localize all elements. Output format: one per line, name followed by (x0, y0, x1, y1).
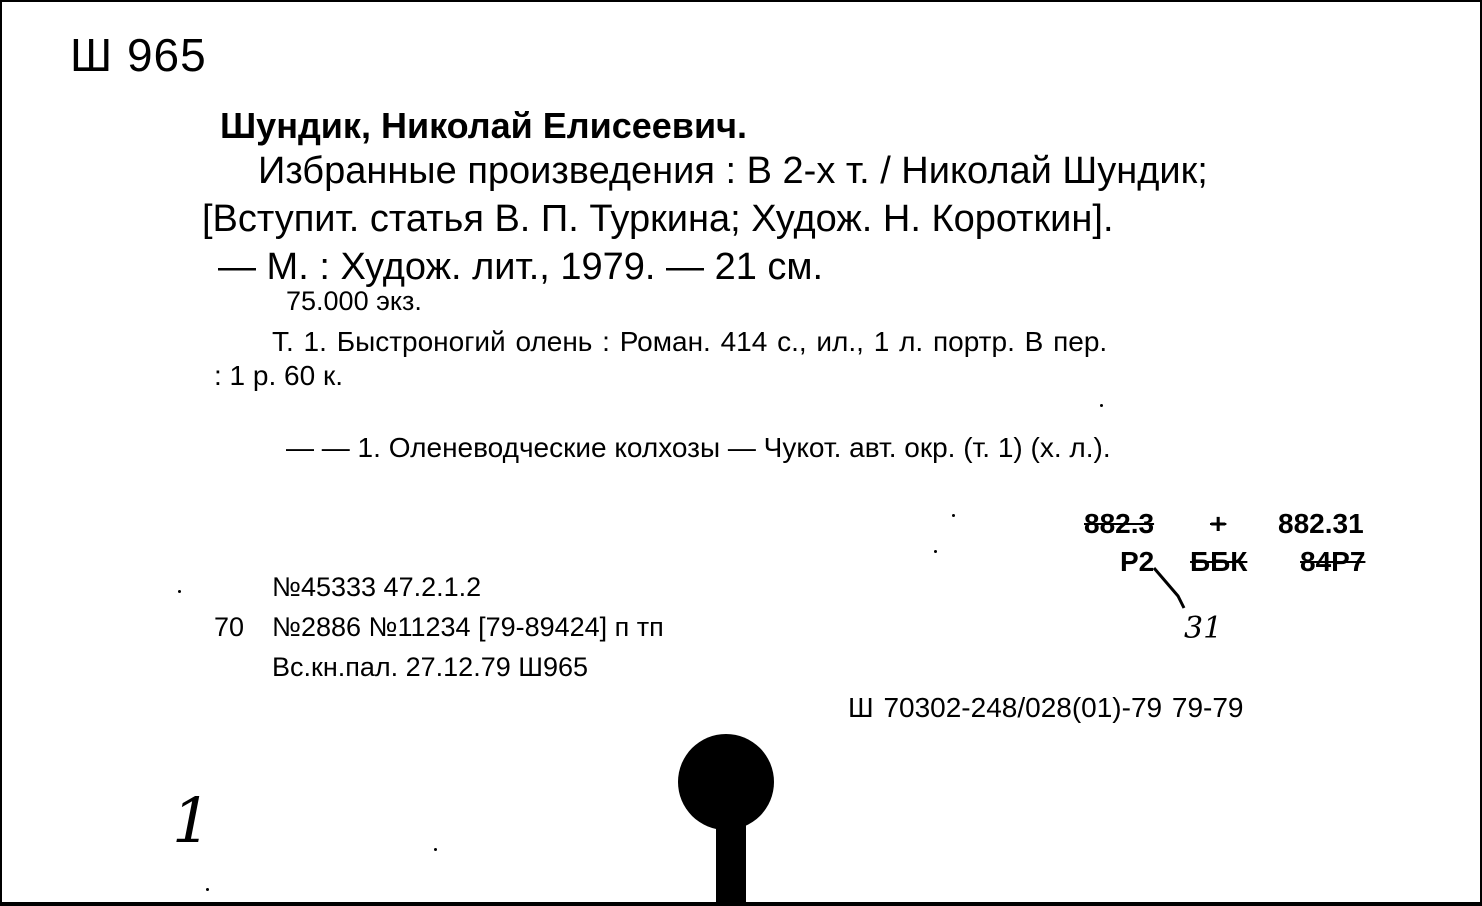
registry-line-3: Вс.кн.пал. 27.12.79 Ш965 (272, 652, 589, 682)
price-line: : 1 р. 60 к. (214, 360, 343, 391)
speck (1100, 404, 1103, 407)
handwritten-note: 31 (1184, 611, 1223, 646)
speck (934, 550, 937, 553)
handwritten-number (170, 782, 210, 857)
registry-line-2: №2886 №11234 [79-89424] п тп (272, 612, 664, 642)
call-number: Ш 965 (70, 29, 207, 81)
title-line: Избранные произведения : В 2-х т. / Николай Шундик; (258, 150, 1208, 192)
registry-prefix: 70 (214, 612, 245, 642)
responsibility-line: [Вступит. статья В. П. Туркина; Худож. Н. Короткин]. (202, 198, 1114, 240)
speck (952, 514, 955, 517)
udc-old: 882.3 (1084, 508, 1155, 539)
speck (434, 848, 437, 851)
bbk-label: ББК (1190, 546, 1248, 577)
volume-line: Т. 1. Быстроногий олень : Роман. 414 с., ил., 1 л. портр. В пер. (272, 326, 1108, 357)
speck (178, 590, 181, 593)
copies-line: 75.000 экз. (286, 286, 422, 316)
imprint-line: — М. : Худож. лит., 1979. — 21 см. (218, 246, 824, 288)
punch-slot (716, 812, 746, 906)
registry-line-1: №45333 47.2.1.2 (272, 572, 482, 602)
udc-new: 882.31 (1278, 508, 1364, 539)
subject-heading: — — 1. Оленеводческие колхозы — Чукот. авт. окр. (т. 1) (х. л.). (286, 432, 1111, 463)
udc-plus: + (1210, 508, 1227, 539)
handwritten-correction (1150, 562, 1240, 651)
handwritten-number-text: 1 (172, 784, 210, 852)
index-code: Ш 70302-248/028(01)-79 79-79 (848, 692, 1244, 723)
r2-code: Р2 (1120, 546, 1155, 577)
bbk-old: 84Р7 (1300, 546, 1366, 577)
author-heading: Шундик, Николай Елисеевич. (220, 105, 747, 146)
speck (206, 888, 209, 891)
